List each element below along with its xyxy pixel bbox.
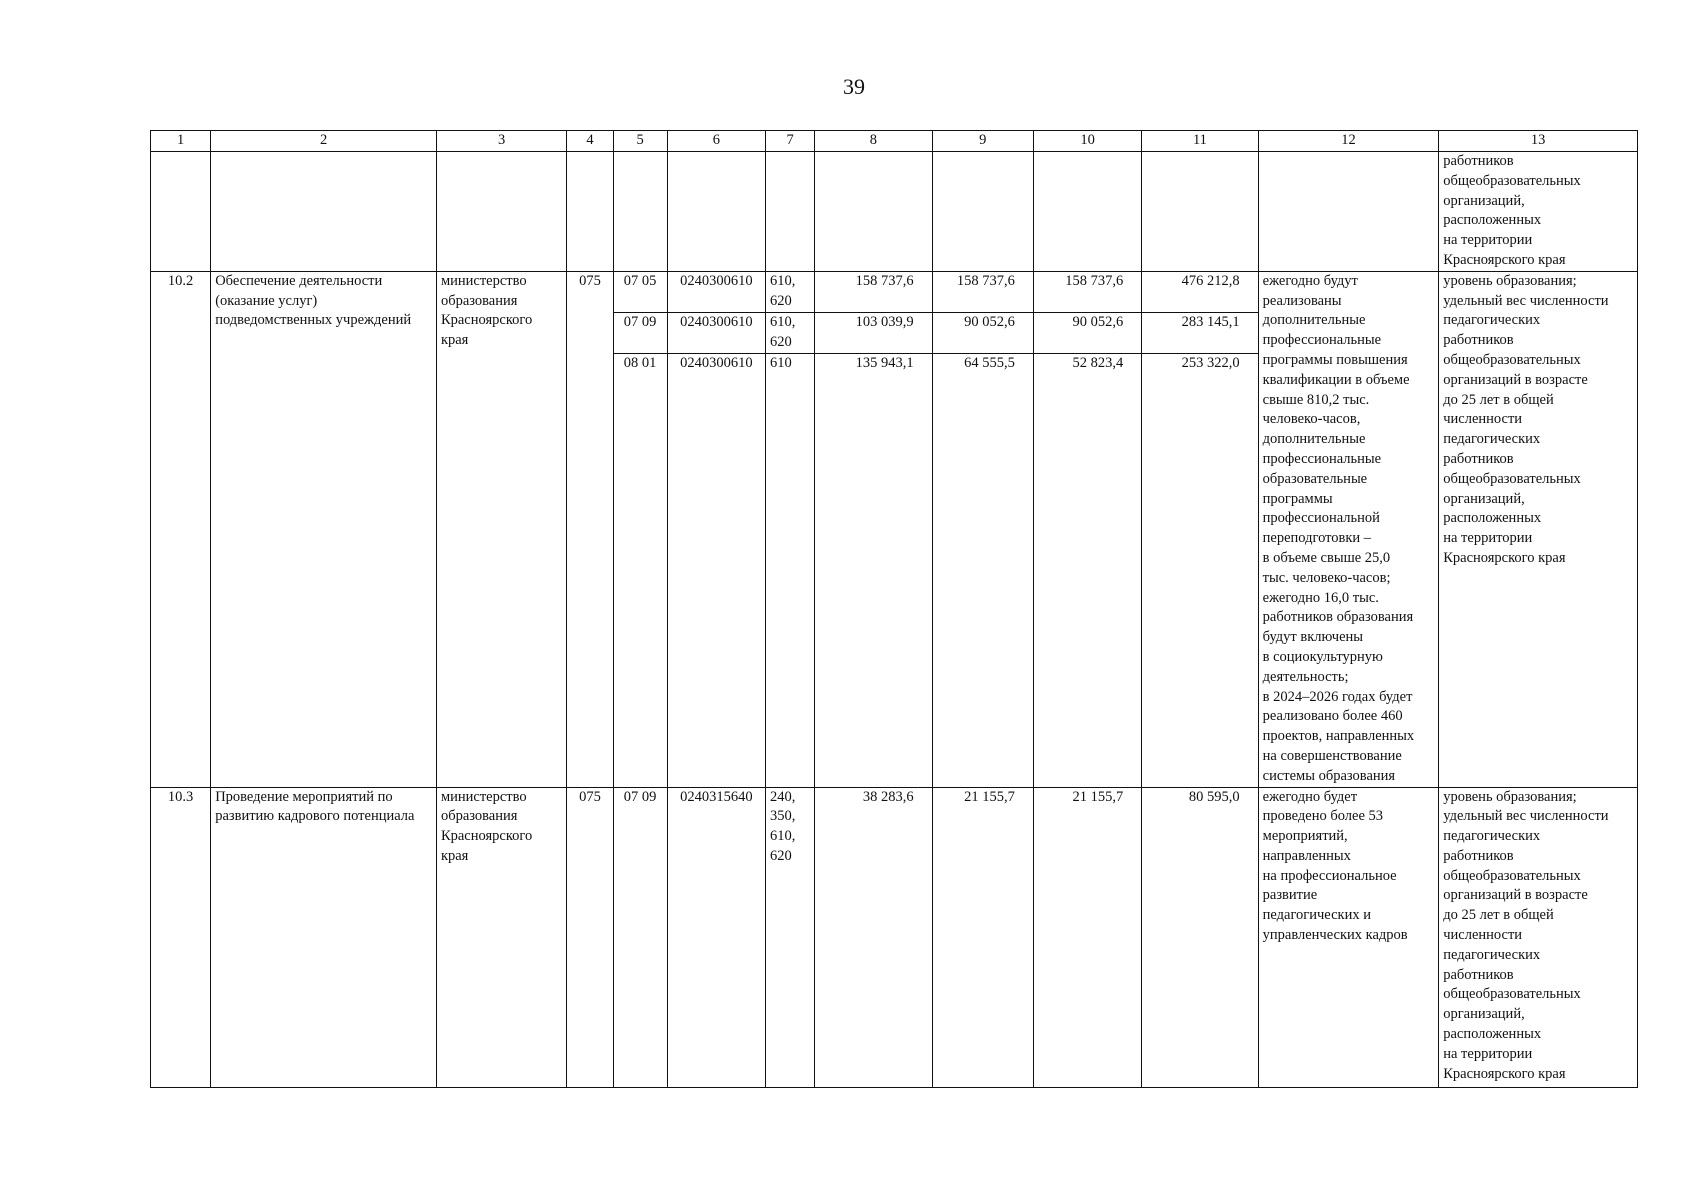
expected-result: ежегодно будут реализованы дополнительные профессиональные программы повышения квалификации в объеме свыше 810,2 тыс. человеко-часов, дополнительные профессиональные образовательные программы профессиональной переподготовки – в объеме свыше 25,0 тыс. человеко-часов; ежегодно 16,0 тыс. работников образования будут включены в социокультурную деятельность; в 2024–2026 годах будет реализовано более 460 проектов, направленных на совершенствование системы образования xyxy=(1258,271,1439,787)
rzpr-code: 07 09 xyxy=(613,787,667,1087)
indicator-cell: уровень образования; удельный вес численности педагогических работников общеобразовательных организаций в возрасте до 25 лет в общей численности педагогических работников общеобразовательных организаций, расположенных на территории Красноярского края xyxy=(1439,787,1638,1087)
amount-year-2: 158 737,6 xyxy=(932,271,1033,312)
header-row xyxy=(151,131,1638,152)
header-cell: 11 xyxy=(1142,131,1258,152)
header-cell: 6 xyxy=(667,131,765,152)
csr-code: 0240300610 xyxy=(667,271,765,312)
continuation-row xyxy=(151,152,1638,272)
amount-year-1: 38 283,6 xyxy=(815,787,932,1087)
row-number: 10.2 xyxy=(151,271,211,787)
table-row-10-2 xyxy=(151,271,1638,312)
csr-code: 0240300610 xyxy=(667,354,765,787)
header-cell: 13 xyxy=(1439,131,1638,152)
header-cell: 2 xyxy=(211,131,437,152)
amount-total: 283 145,1 xyxy=(1142,312,1258,353)
amount-total: 80 595,0 xyxy=(1142,787,1258,1087)
grbs-code: 075 xyxy=(567,787,613,1087)
activity-name: Проведение мероприятий по развитию кадрового потенциала xyxy=(211,787,437,1087)
header-cell: 9 xyxy=(932,131,1033,152)
amount-year-3: 21 155,7 xyxy=(1033,787,1141,1087)
rzpr-code: 08 01 xyxy=(613,354,667,787)
row-number: 10.3 xyxy=(151,787,211,1087)
header-cell: 7 xyxy=(766,131,815,152)
vr-code: 610 xyxy=(766,354,815,787)
responsible-org: министерство образования Красноярского края xyxy=(436,271,566,787)
amount-year-1: 158 737,6 xyxy=(815,271,932,312)
vr-code: 610, 620 xyxy=(766,271,815,312)
activity-name: Обеспечение деятельности (оказание услуг) подведомственных учреждений xyxy=(211,271,437,787)
program-table xyxy=(150,130,1638,1088)
table-row-10-3 xyxy=(151,787,1638,1087)
amount-year-1: 135 943,1 xyxy=(815,354,932,787)
amount-year-2: 90 052,6 xyxy=(932,312,1033,353)
header-cell: 1 xyxy=(151,131,211,152)
header-cell: 10 xyxy=(1033,131,1141,152)
csr-code: 0240315640 xyxy=(667,787,765,1087)
header-cell: 8 xyxy=(815,131,932,152)
indicator-cell: работников общеобразовательных организаций, расположенных на территории Красноярского края xyxy=(1439,152,1638,272)
indicator-cell: уровень образования; удельный вес численности педагогических работников общеобразовательных организаций в возрасте до 25 лет в общей численности педагогических работников общеобразовательных организаций, расположенных на территории Красноярского края xyxy=(1439,271,1638,787)
rzpr-code: 07 09 xyxy=(613,312,667,353)
amount-year-3: 158 737,6 xyxy=(1033,271,1141,312)
expected-result: ежегодно будет проведено более 53 мероприятий, направленных на профессиональное развитие педагогических и управленческих кадров xyxy=(1258,787,1439,1087)
amount-year-1: 103 039,9 xyxy=(815,312,932,353)
amount-year-3: 90 052,6 xyxy=(1033,312,1141,353)
amount-year-2: 64 555,5 xyxy=(932,354,1033,787)
amount-year-2: 21 155,7 xyxy=(932,787,1033,1087)
vr-code: 240, 350, 610, 620 xyxy=(766,787,815,1087)
grbs-code: 075 xyxy=(567,271,613,787)
header-cell: 5 xyxy=(613,131,667,152)
amount-total: 253 322,0 xyxy=(1142,354,1258,787)
header-cell: 4 xyxy=(567,131,613,152)
amount-total: 476 212,8 xyxy=(1142,271,1258,312)
rzpr-code: 07 05 xyxy=(613,271,667,312)
csr-code: 0240300610 xyxy=(667,312,765,353)
header-cell: 3 xyxy=(436,131,566,152)
vr-code: 610, 620 xyxy=(766,312,815,353)
header-cell: 12 xyxy=(1258,131,1439,152)
amount-year-3: 52 823,4 xyxy=(1033,354,1141,787)
page-number: 39 xyxy=(843,74,865,99)
responsible-org: министерство образования Красноярского края xyxy=(436,787,566,1087)
